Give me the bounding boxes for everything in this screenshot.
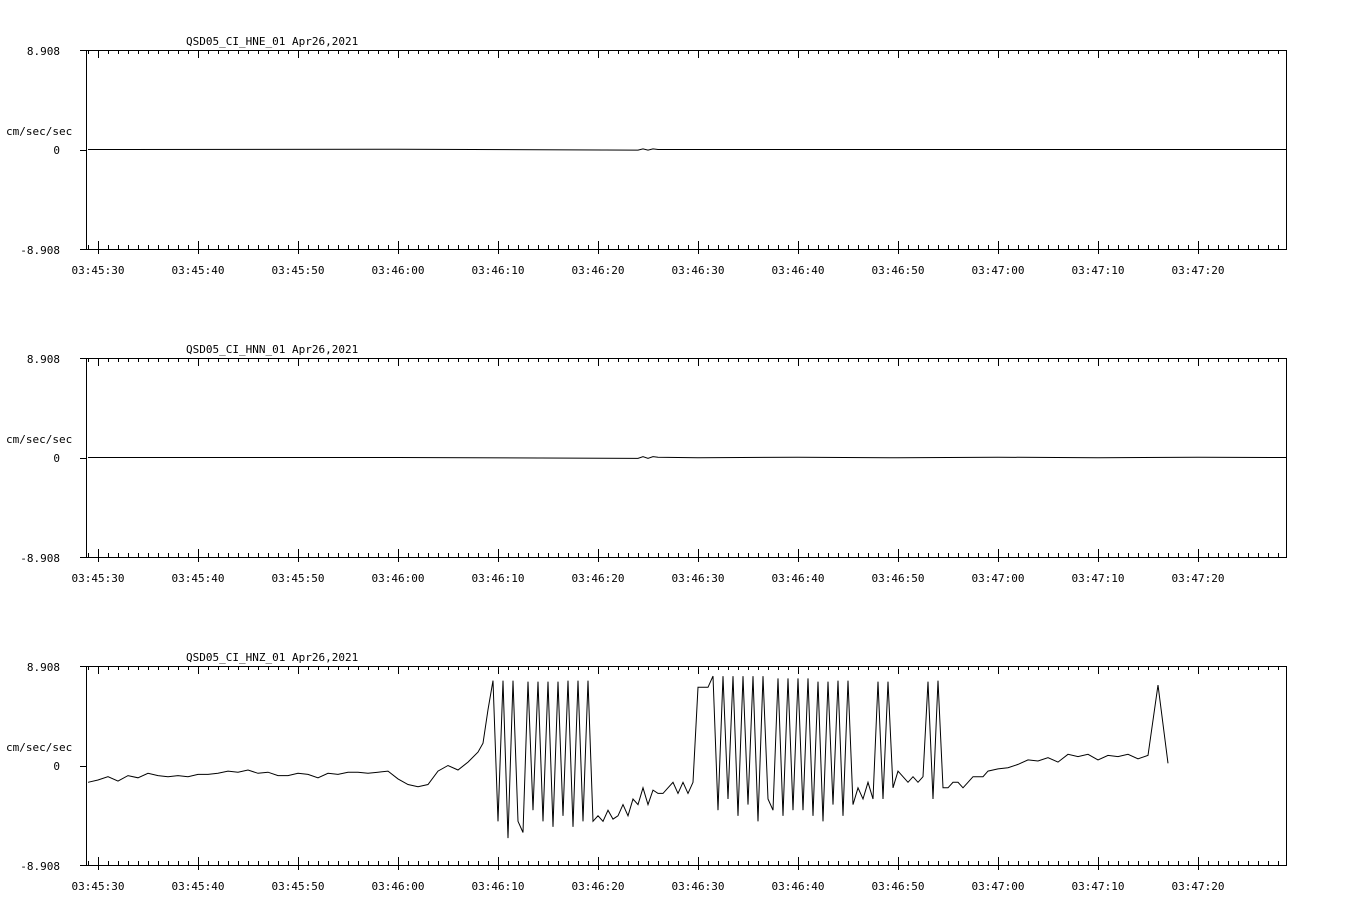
time-tick-labels	[72, 880, 1225, 893]
time-ticks	[80, 50, 1279, 254]
panel-title: QSD05_CI_HNE_01 Apr26,2021	[186, 35, 359, 48]
x-tick-label: 03:47:10	[1071, 880, 1125, 893]
x-tick-label: 03:46:30	[671, 880, 725, 893]
x-tick-label: 03:47:20	[1171, 880, 1225, 893]
y-tick-zero: 0	[53, 760, 60, 773]
y-tick-min: -8.908	[20, 552, 60, 565]
x-tick-label: 03:46:50	[871, 264, 925, 277]
time-tick-labels	[72, 264, 1225, 277]
panel-hnz	[6, 651, 1287, 893]
y-tick-max: 8.908	[26, 353, 60, 366]
x-tick-label: 03:46:00	[371, 880, 425, 893]
y-tick-max: 8.908	[26, 661, 60, 674]
x-tick-label: 03:46:30	[671, 572, 725, 585]
x-tick-label: 03:45:40	[171, 572, 225, 585]
plot-frame	[87, 667, 1287, 866]
x-tick-label: 03:45:30	[71, 264, 125, 277]
x-tick-label: 03:46:00	[371, 264, 425, 277]
panel-title: QSD05_CI_HNN_01 Apr26,2021	[186, 343, 359, 356]
x-tick-label: 03:46:10	[471, 264, 525, 277]
y-axis-label: cm/sec/sec	[6, 741, 73, 754]
waveform-trace	[88, 676, 1168, 838]
x-tick-label: 03:47:20	[1171, 264, 1225, 277]
x-tick-label: 03:47:00	[971, 880, 1025, 893]
x-tick-label: 03:47:00	[971, 572, 1025, 585]
x-tick-label: 03:46:10	[471, 880, 525, 893]
x-tick-label: 03:45:50	[271, 572, 325, 585]
x-tick-label: 03:46:40	[771, 880, 825, 893]
x-tick-label: 03:45:50	[271, 880, 325, 893]
y-axis-label: cm/sec/sec	[6, 433, 73, 446]
time-ticks	[80, 358, 1279, 562]
panel-hnn	[6, 343, 1287, 585]
time-tick-labels	[72, 572, 1225, 585]
waveform-trace	[88, 457, 1286, 459]
x-tick-label: 03:47:20	[1171, 572, 1225, 585]
time-ticks	[80, 666, 1279, 870]
x-tick-label: 03:45:30	[71, 880, 125, 893]
x-tick-label: 03:45:40	[171, 880, 225, 893]
y-tick-zero: 0	[53, 144, 60, 157]
x-tick-label: 03:46:40	[771, 572, 825, 585]
x-tick-label: 03:46:20	[571, 264, 625, 277]
x-tick-label: 03:45:40	[171, 264, 225, 277]
x-tick-label: 03:47:10	[1071, 572, 1125, 585]
x-tick-label: 03:46:20	[571, 572, 625, 585]
x-tick-label: 03:46:20	[571, 880, 625, 893]
x-tick-label: 03:46:10	[471, 572, 525, 585]
x-tick-label: 03:46:00	[371, 572, 425, 585]
x-tick-label: 03:46:30	[671, 264, 725, 277]
panel-title: QSD05_CI_HNZ_01 Apr26,2021	[186, 651, 359, 664]
panel-hne	[6, 35, 1287, 277]
x-tick-label: 03:45:50	[271, 264, 325, 277]
x-tick-label: 03:45:30	[71, 572, 125, 585]
x-tick-label: 03:47:00	[971, 264, 1025, 277]
x-tick-label: 03:47:10	[1071, 264, 1125, 277]
y-tick-min: -8.908	[20, 860, 60, 873]
y-tick-min: -8.908	[20, 244, 60, 257]
x-tick-label: 03:46:50	[871, 572, 925, 585]
y-tick-max: 8.908	[26, 45, 60, 58]
waveform-trace	[88, 149, 1286, 150]
x-tick-label: 03:46:50	[871, 880, 925, 893]
x-tick-label: 03:46:40	[771, 264, 825, 277]
y-axis-label: cm/sec/sec	[6, 125, 73, 138]
y-tick-zero: 0	[53, 452, 60, 465]
